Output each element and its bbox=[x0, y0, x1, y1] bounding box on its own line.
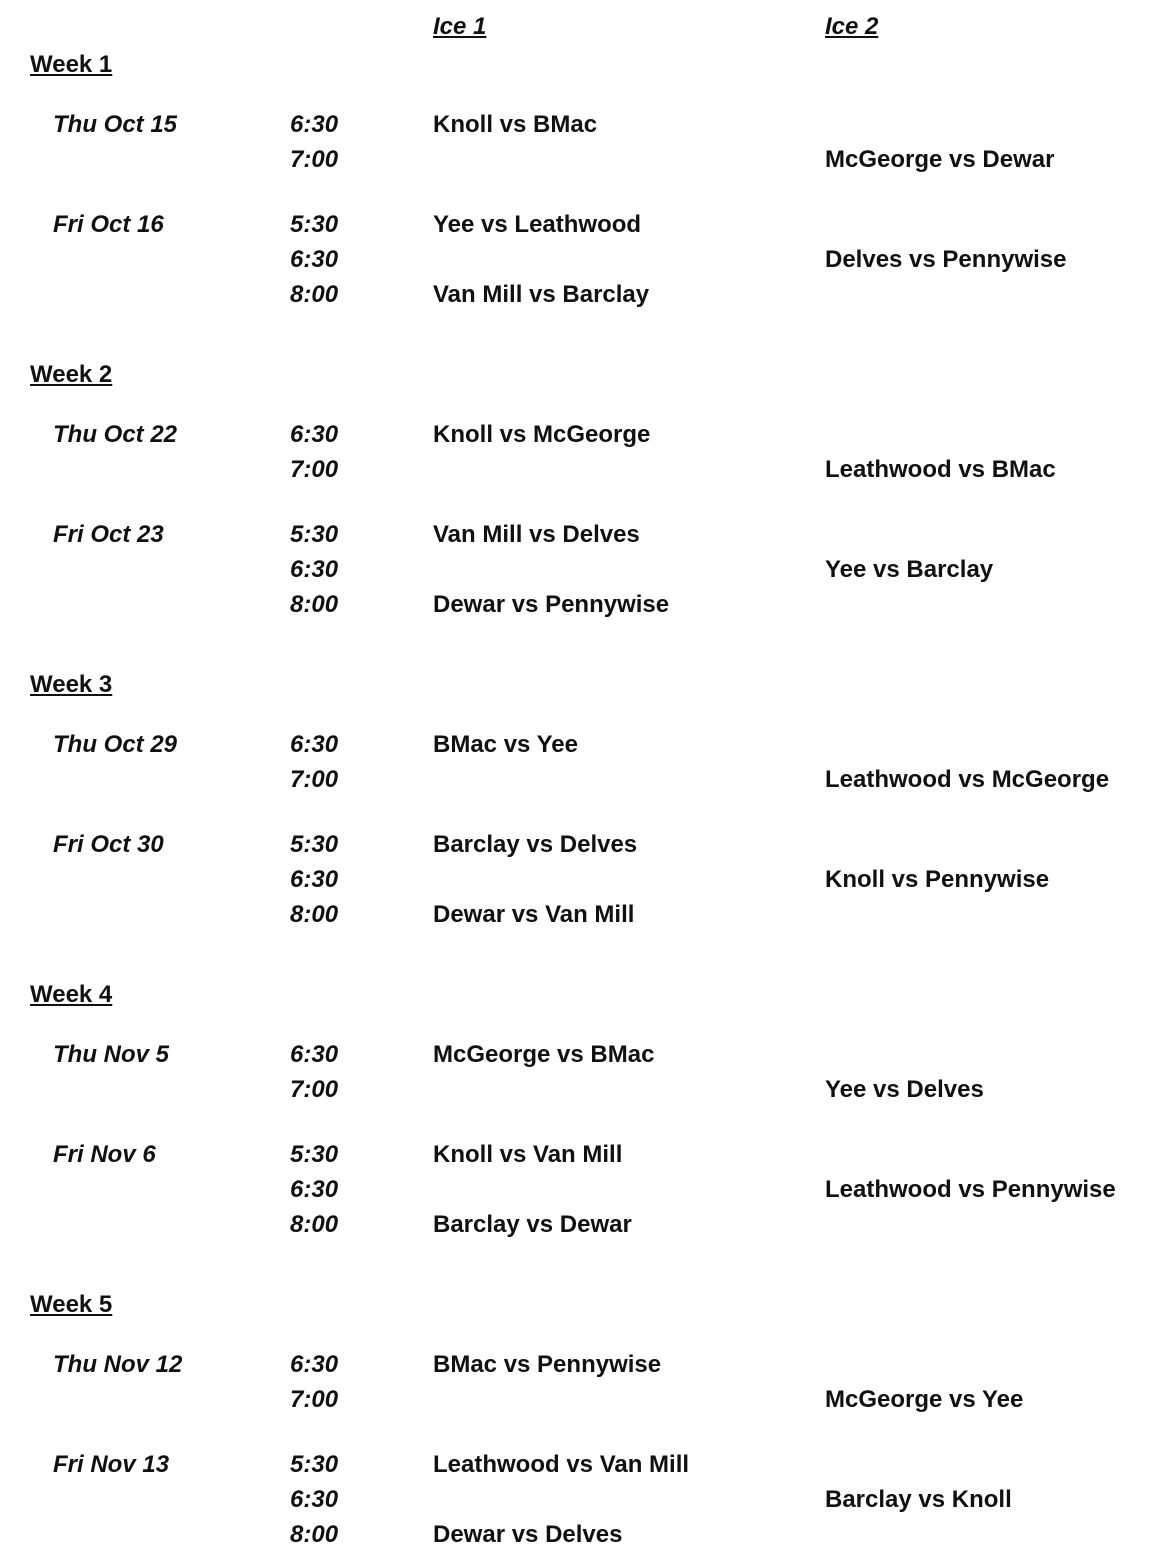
ice2-game: Yee vs Delves bbox=[825, 1076, 984, 1103]
game-time: 8:00 bbox=[290, 1211, 339, 1238]
week-heading: Week 2 bbox=[30, 361, 113, 388]
day-label: Thu Oct 29 bbox=[53, 731, 178, 758]
ice1-game: BMac vs Pennywise bbox=[433, 1351, 662, 1378]
game-time: 8:00 bbox=[290, 1521, 339, 1548]
ice1-game: Yee vs Leathwood bbox=[433, 211, 642, 238]
ice2-game: Leathwood vs Pennywise bbox=[825, 1176, 1116, 1203]
day-label: Fri Oct 23 bbox=[53, 521, 164, 548]
game-time: 6:30 bbox=[290, 1041, 339, 1068]
game-time: 7:00 bbox=[290, 1386, 339, 1413]
day-label: Fri Nov 13 bbox=[53, 1451, 170, 1478]
ice1-game: Dewar vs Pennywise bbox=[433, 591, 670, 618]
week-heading: Week 1 bbox=[30, 51, 113, 78]
game-time: 8:00 bbox=[290, 281, 339, 308]
game-time: 8:00 bbox=[290, 901, 339, 928]
ice2-game: Barclay vs Knoll bbox=[825, 1486, 1012, 1513]
day-label: Fri Nov 6 bbox=[53, 1141, 156, 1168]
week-heading: Week 4 bbox=[30, 981, 113, 1008]
ice1-game: Knoll vs BMac bbox=[433, 111, 598, 138]
game-time: 7:00 bbox=[290, 1076, 339, 1103]
game-time: 6:30 bbox=[290, 111, 339, 138]
day-label: Fri Oct 16 bbox=[53, 211, 164, 238]
game-time: 5:30 bbox=[290, 521, 339, 548]
ice2-game: Leathwood vs BMac bbox=[825, 456, 1056, 483]
ice1-game: Barclay vs Delves bbox=[433, 831, 638, 858]
game-time: 5:30 bbox=[290, 1141, 339, 1168]
game-time: 6:30 bbox=[290, 731, 339, 758]
game-time: 7:00 bbox=[290, 146, 339, 173]
day-label: Thu Nov 5 bbox=[53, 1041, 170, 1068]
ice1-game: Barclay vs Dewar bbox=[433, 1211, 632, 1238]
game-time: 6:30 bbox=[290, 421, 339, 448]
ice1-game: Dewar vs Delves bbox=[433, 1521, 623, 1548]
game-time: 6:30 bbox=[290, 1176, 339, 1203]
game-time: 8:00 bbox=[290, 591, 339, 618]
game-time: 5:30 bbox=[290, 831, 339, 858]
ice1-game: Knoll vs Van Mill bbox=[433, 1141, 623, 1168]
ice1-game: BMac vs Yee bbox=[433, 731, 578, 758]
ice1-game: McGeorge vs BMac bbox=[433, 1041, 655, 1068]
day-label: Thu Nov 12 bbox=[53, 1351, 183, 1378]
ice1-game: Van Mill vs Barclay bbox=[433, 281, 650, 308]
week-heading: Week 3 bbox=[30, 671, 113, 698]
game-time: 7:00 bbox=[290, 456, 339, 483]
ice2-game: Yee vs Barclay bbox=[825, 556, 994, 583]
ice2-game: McGeorge vs Yee bbox=[825, 1386, 1024, 1413]
day-label: Thu Oct 15 bbox=[53, 111, 178, 138]
ice2-header: Ice 2 bbox=[825, 13, 879, 40]
game-time: 7:00 bbox=[290, 766, 339, 793]
day-label: Fri Oct 30 bbox=[53, 831, 164, 858]
ice1-game: Leathwood vs Van Mill bbox=[433, 1451, 690, 1478]
game-time: 5:30 bbox=[290, 211, 339, 238]
game-time: 6:30 bbox=[290, 246, 339, 273]
ice2-game: Knoll vs Pennywise bbox=[825, 866, 1050, 893]
game-time: 5:30 bbox=[290, 1451, 339, 1478]
day-label: Thu Oct 22 bbox=[53, 421, 178, 448]
week-heading: Week 5 bbox=[30, 1291, 113, 1318]
game-time: 6:30 bbox=[290, 866, 339, 893]
ice2-game: Delves vs Pennywise bbox=[825, 246, 1067, 273]
ice2-game: Leathwood vs McGeorge bbox=[825, 766, 1110, 793]
ice2-game: McGeorge vs Dewar bbox=[825, 146, 1055, 173]
ice1-game: Van Mill vs Delves bbox=[433, 521, 640, 548]
game-time: 6:30 bbox=[290, 556, 339, 583]
game-time: 6:30 bbox=[290, 1486, 339, 1513]
game-time: 6:30 bbox=[290, 1351, 339, 1378]
ice1-game: Dewar vs Van Mill bbox=[433, 901, 635, 928]
ice1-header: Ice 1 bbox=[433, 13, 487, 40]
ice1-game: Knoll vs McGeorge bbox=[433, 421, 651, 448]
